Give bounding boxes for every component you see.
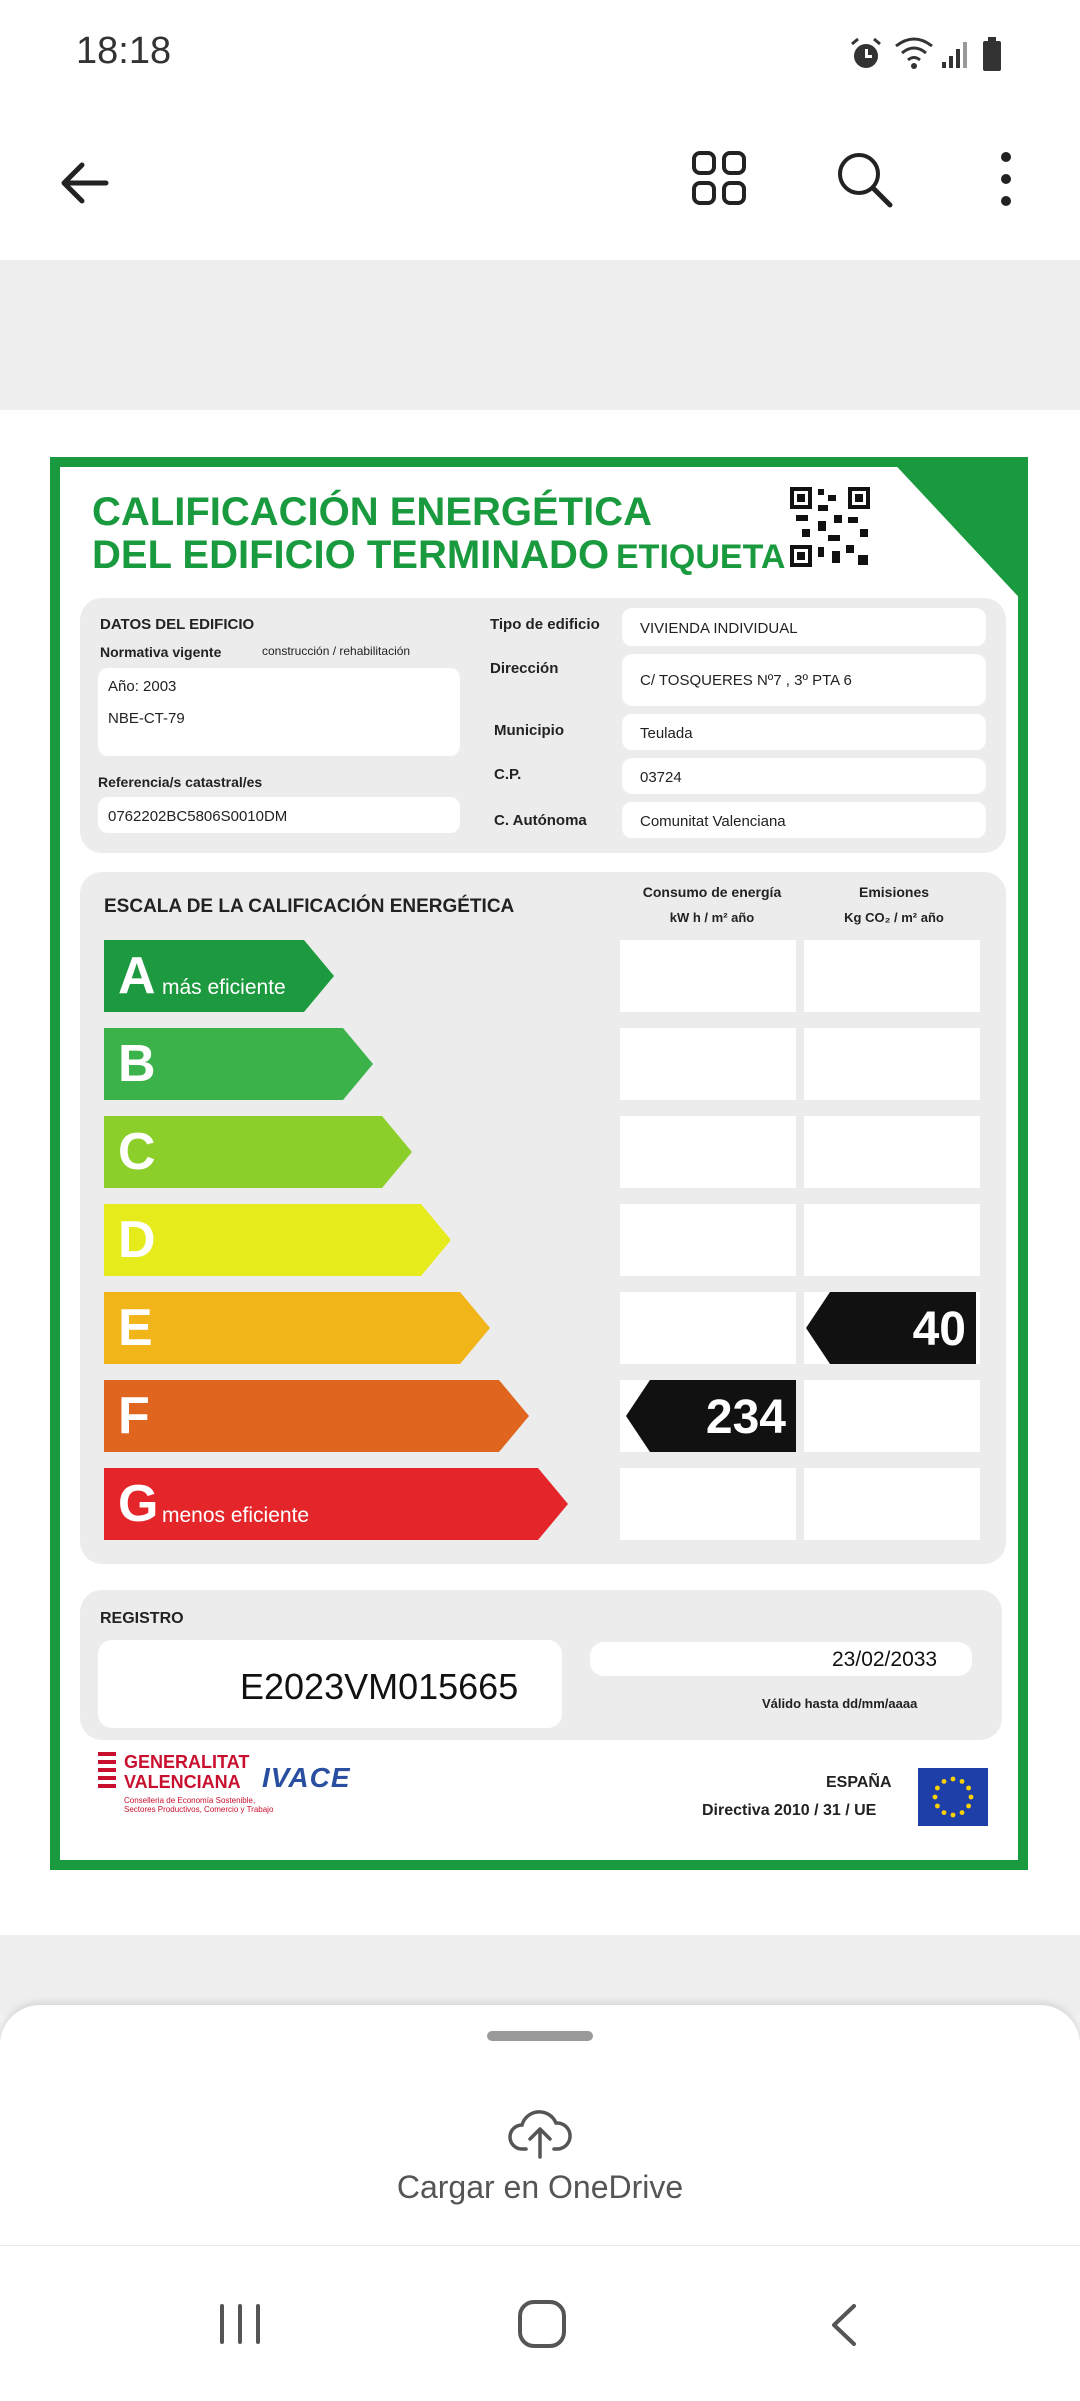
consumo-value: 234: [705, 1391, 786, 1444]
grade-arrow-d: [104, 1204, 461, 1276]
label-title-line1: CALIFICACIÓN ENERGÉTICA: [92, 490, 652, 534]
eu-star: [960, 1810, 965, 1815]
registro-header: REGISTRO: [100, 1610, 184, 1627]
generalitat-logo-icon: [94, 1748, 120, 1800]
recent-apps-icon[interactable]: [214, 2302, 266, 2346]
grade-letter-f: F: [118, 1387, 150, 1445]
gv-line2: VALENCIANA: [124, 1772, 241, 1792]
viewer-gap-top: [0, 260, 1080, 410]
eu-star: [960, 1779, 965, 1784]
eu-star: [935, 1786, 940, 1791]
cp-value: 03724: [640, 769, 682, 786]
grade-letter-c: C: [118, 1123, 156, 1181]
eu-star: [951, 1777, 956, 1782]
eu-star: [942, 1779, 947, 1784]
cloud-upload-icon[interactable]: [508, 2105, 572, 2161]
eu-star: [942, 1810, 947, 1815]
consumo-cell-d: [620, 1204, 796, 1276]
gv-line1: GENERALITAT: [124, 1752, 250, 1772]
back-nav-icon[interactable]: [826, 2300, 862, 2350]
grid-view-icon[interactable]: [690, 149, 750, 209]
municipio-value: Teulada: [640, 725, 693, 742]
autonoma-value: Comunitat Valenciana: [640, 813, 786, 830]
sheet-drag-handle[interactable]: [487, 2031, 593, 2041]
label-corner-fold: [888, 457, 1028, 607]
grade-arrow-f: [104, 1380, 539, 1452]
wifi-icon: [894, 36, 934, 70]
emisiones-unit: Kg CO₂ / m² año: [844, 910, 944, 925]
eu-star: [935, 1804, 940, 1809]
onedrive-upload-button[interactable]: Cargar en OneDrive: [396, 2169, 684, 2205]
direccion-label: Dirección: [490, 660, 559, 677]
eu-star: [966, 1786, 971, 1791]
autonoma-label: C. Autónoma: [494, 812, 587, 829]
municipio-label: Municipio: [494, 722, 564, 739]
consumo-cell-a: [620, 940, 796, 1012]
emisiones-value: 40: [912, 1303, 966, 1356]
direccion-value: C/ TOSQUERES Nº7 , 3º PTA 6: [640, 672, 852, 689]
registro-number: E2023VM015665: [240, 1666, 519, 1707]
normativa-year: Año: 2003: [108, 678, 177, 695]
consumo-cell-c: [620, 1116, 796, 1188]
emisiones-cell-g: [804, 1468, 980, 1540]
referencia-value: 0762202BC5806S0010DM: [108, 808, 288, 825]
consumo-cell-g: [620, 1468, 796, 1540]
normativa-sub: construcción / rehabilitación: [262, 644, 411, 658]
normativa-label: Normativa vigente: [100, 644, 222, 660]
status-bar: [0, 0, 1080, 115]
eu-star: [969, 1795, 974, 1800]
emisiones-cell-c: [804, 1116, 980, 1188]
registro-date: 23/02/2033: [832, 1648, 938, 1671]
bottom-sheet: [0, 2005, 1080, 2245]
home-icon[interactable]: [516, 2298, 568, 2350]
grade-text-g: menos eficiente: [162, 1504, 310, 1527]
tipo-label: Tipo de edificio: [490, 616, 600, 633]
eu-star: [933, 1795, 938, 1800]
consumo-unit: kW h / m² año: [669, 910, 755, 925]
emisiones-cell-f: [804, 1380, 980, 1452]
eu-flag-icon: [918, 1768, 988, 1826]
more-options-icon[interactable]: [992, 149, 1020, 209]
directiva-label: Directiva 2010 / 31 / UE: [702, 1802, 877, 1819]
referencia-label: Referencia/s catastral/es: [98, 774, 263, 790]
cp-label: C.P.: [494, 766, 522, 783]
ivace-logo: IVACE: [262, 1762, 351, 1793]
normativa-code: NBE-CT-79: [108, 710, 185, 727]
datos-header: DATOS DEL EDIFICIO: [100, 616, 255, 633]
consumo-cell-b: [620, 1028, 796, 1100]
signal-icon: [940, 40, 968, 70]
tipo-value: VIVIENDA INDIVIDUAL: [640, 620, 798, 637]
status-time: 18:18: [76, 30, 172, 72]
emisiones-label: Emisiones: [858, 884, 930, 900]
gv-sub: Conselleria de Economía Sostenible, Sectores Productivos, Comercio y Trabajo: [124, 1796, 274, 1814]
emisiones-cell-d: [804, 1204, 980, 1276]
grade-letter-d: D: [118, 1211, 156, 1269]
espana-label: ESPAÑA: [826, 1774, 892, 1791]
grade-letter-g: G: [118, 1475, 159, 1533]
qr-code-icon: [788, 485, 872, 569]
consumo-label: Consumo de energía: [642, 884, 782, 900]
battery-icon: [982, 36, 1002, 72]
viewer-gap-bottom: [0, 1935, 1080, 2015]
app-bar: [0, 115, 1080, 261]
label-title-tag: ETIQUETA: [616, 538, 786, 576]
registro-valid-label: Válido hasta dd/mm/aaaa: [762, 1696, 918, 1711]
grade-letter-e: E: [118, 1299, 153, 1357]
emisiones-cell-b: [804, 1028, 980, 1100]
consumo-cell-e: [620, 1292, 796, 1364]
grade-letter-a: A: [118, 947, 156, 1005]
system-nav-bar: [0, 2245, 1080, 2401]
emisiones-cell-a: [804, 940, 980, 1012]
grade-text-a: más eficiente: [162, 976, 286, 999]
escala-header: ESCALA DE LA CALIFICACIÓN ENERGÉTICA: [104, 896, 515, 917]
eu-star: [951, 1813, 956, 1818]
grade-letter-b: B: [118, 1035, 156, 1093]
grade-arrow-e: [104, 1292, 500, 1364]
label-title-line2: DEL EDIFICIO TERMINADO: [92, 533, 610, 577]
alarm-icon: [848, 36, 884, 72]
eu-star: [966, 1804, 971, 1809]
search-icon[interactable]: [834, 149, 894, 209]
back-arrow-icon[interactable]: [56, 155, 112, 211]
